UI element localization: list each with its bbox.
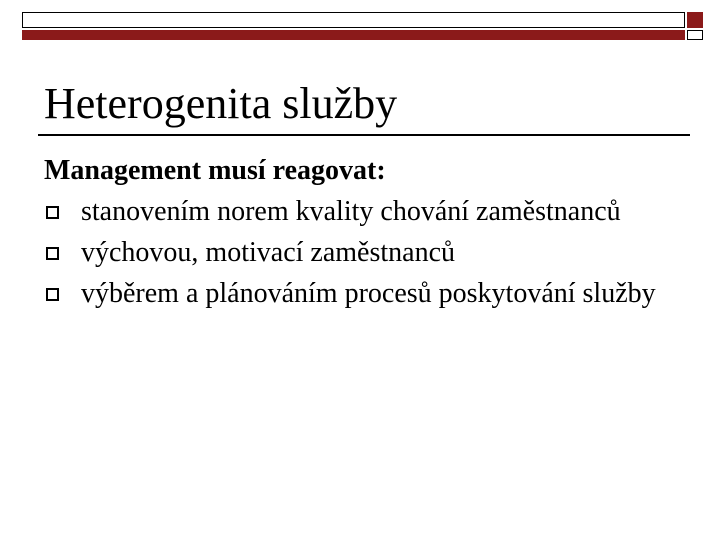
bullet-list	[44, 191, 684, 314]
slide-body	[44, 150, 684, 314]
header-outline-bar	[22, 12, 685, 28]
slide-title: Heterogenita služby	[44, 79, 398, 128]
title-divider	[38, 134, 690, 136]
bullet-text: stanovením norem kvality chování zaměstnanců	[81, 196, 621, 227]
intro-text: Management musí reagovat:	[44, 155, 386, 186]
list-item	[44, 232, 684, 273]
hollow-square-bullet-icon	[46, 288, 59, 301]
list-item	[44, 191, 684, 232]
header-corner-dark-square	[687, 12, 703, 28]
header-accent-bar	[22, 30, 685, 40]
bullet-text: výběrem a plánováním procesů poskytování služby	[81, 278, 656, 309]
header-corner-outline-square	[687, 30, 703, 40]
hollow-square-bullet-icon	[46, 247, 59, 260]
list-item	[44, 273, 684, 314]
bullet-text: výchovou, motivací zaměstnanců	[81, 237, 455, 268]
hollow-square-bullet-icon	[46, 206, 59, 219]
